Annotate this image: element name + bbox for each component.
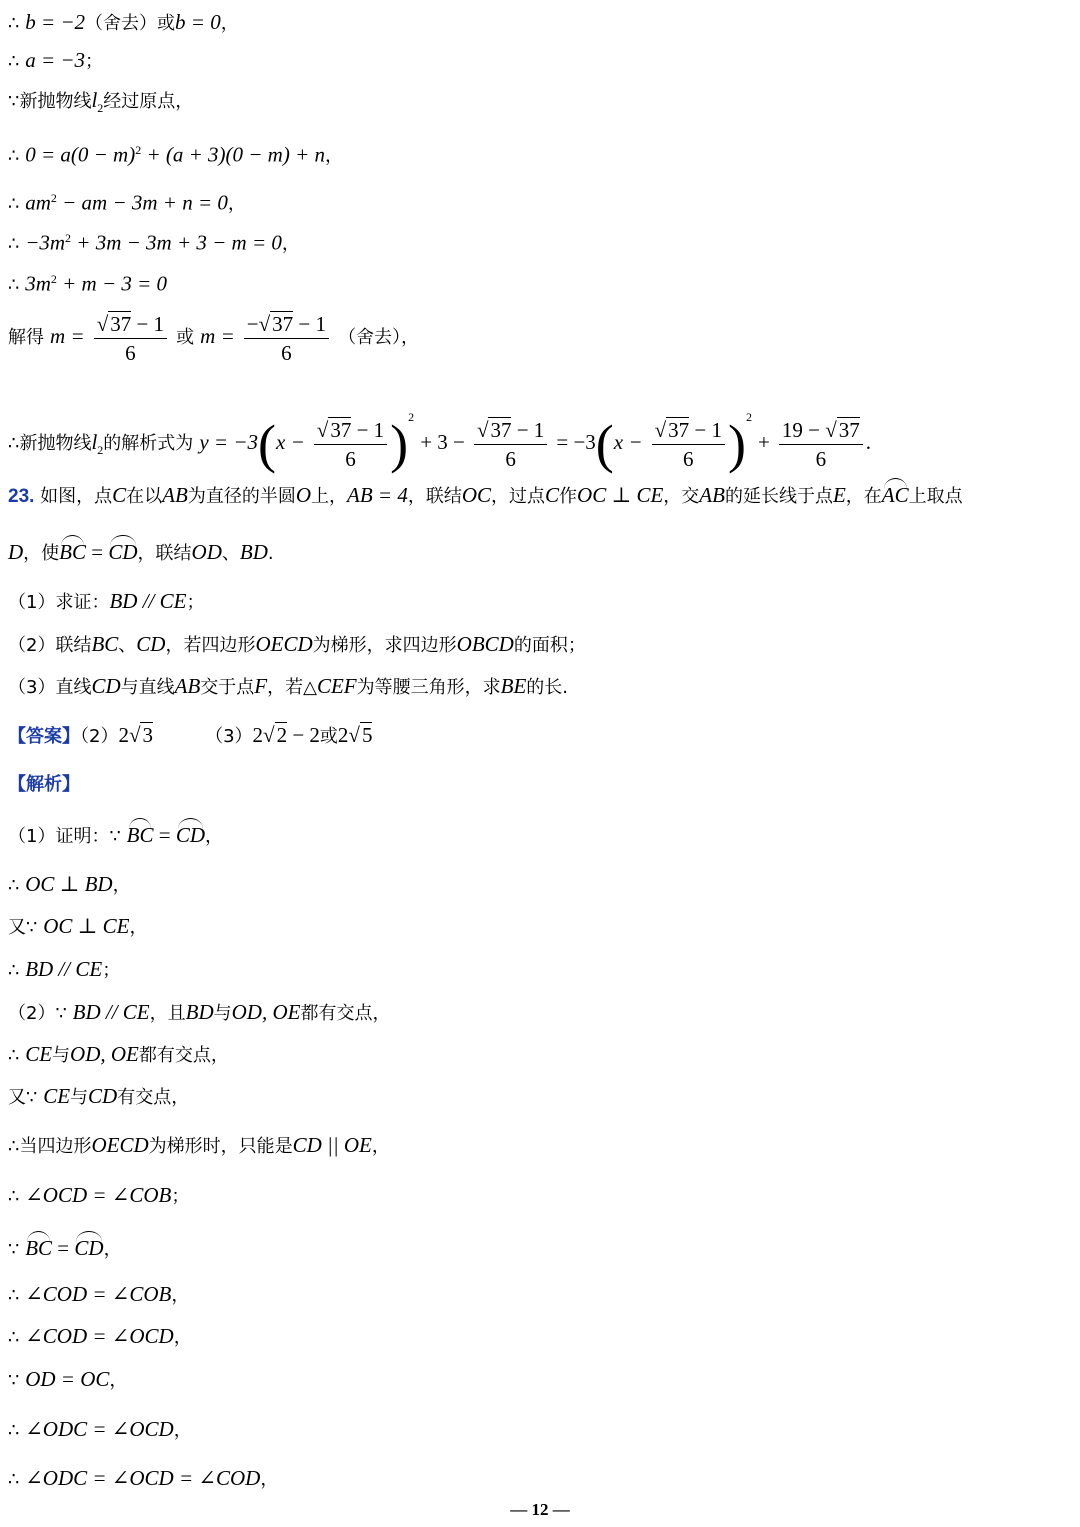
- math-expr: =: [86, 540, 109, 564]
- math-var: l: [91, 88, 98, 112]
- text: ∴: [8, 960, 26, 981]
- punct: ；: [102, 960, 121, 981]
- text: 的面积；: [513, 635, 586, 656]
- analysis-line-8: [8, 1133, 390, 1159]
- arc-expr: BC: [126, 823, 154, 847]
- math-expr: +: [757, 430, 770, 454]
- punct: ，: [325, 145, 344, 167]
- math-expr: + m − 3 = 0: [56, 271, 168, 296]
- paren: ): [727, 414, 746, 474]
- math-expr: x −: [613, 430, 643, 454]
- text: 的延长线于点: [724, 486, 833, 507]
- math-expr: =: [52, 1236, 75, 1260]
- text: 、: [118, 635, 137, 656]
- therefore-symbol: ∴: [8, 145, 26, 167]
- text: ∴: [8, 875, 26, 896]
- denominator: 6: [683, 446, 694, 471]
- math-var: OECD: [255, 632, 313, 656]
- math-expr: = −3: [556, 430, 596, 454]
- solution-line-9: [8, 382, 871, 485]
- text: ∵: [8, 1370, 26, 1391]
- paren: (: [595, 414, 614, 474]
- text: ∴: [8, 1285, 26, 1306]
- math-var: OD, OE: [231, 1000, 301, 1024]
- math-expr: − 1: [351, 417, 385, 442]
- math-var: D: [8, 540, 24, 564]
- math-expr: a = −3: [25, 48, 86, 72]
- denominator: 6: [345, 446, 356, 471]
- sqrt-icon: −√: [246, 311, 271, 336]
- text: （舍去），: [338, 327, 420, 348]
- math-var: AB: [162, 483, 188, 507]
- superscript: 2: [50, 191, 57, 205]
- fraction: [244, 310, 329, 367]
- text: 的长.: [526, 677, 569, 698]
- text: 与: [213, 1003, 232, 1024]
- text: （舍去）或: [85, 13, 176, 34]
- text: 又∵: [8, 1087, 44, 1108]
- math-expr: y = −3: [199, 430, 259, 454]
- therefore-symbol: ∴: [8, 13, 26, 34]
- denominator: 6: [815, 446, 827, 471]
- math-expr: ∠COD = ∠OCD: [25, 1324, 174, 1348]
- math-var: E: [832, 483, 846, 507]
- text: 或: [319, 726, 338, 747]
- text: 或: [176, 327, 195, 348]
- question-number: 23.: [8, 486, 35, 507]
- page-number: — 12 —: [510, 1500, 570, 1519]
- radicand: 2: [276, 723, 288, 747]
- text: 如图，点: [34, 486, 113, 507]
- math-expr: 2√: [337, 723, 360, 747]
- text: ∴新抛物线: [8, 433, 92, 454]
- math-var: BC: [91, 632, 119, 656]
- text: 有交点，: [117, 1087, 190, 1108]
- analysis-tag: 【解析】: [8, 774, 80, 795]
- punct: ，: [281, 233, 300, 255]
- solution-line-4: [8, 138, 343, 168]
- text: 都有交点，: [138, 1045, 229, 1066]
- solution-line-1: [8, 10, 239, 36]
- denominator: 6: [125, 340, 136, 365]
- text: 作: [559, 486, 578, 507]
- punct: ，: [112, 875, 131, 896]
- arc-expr: CD: [74, 1236, 104, 1260]
- math-expr: b = 0: [175, 10, 221, 34]
- text: ，交: [663, 486, 700, 507]
- math-expr: − 1: [293, 311, 327, 336]
- solution-line-6: [8, 226, 300, 256]
- analysis-line-2: [8, 872, 131, 898]
- text: 、: [221, 543, 240, 564]
- question-part-3: [8, 674, 568, 700]
- subscript: 2: [97, 442, 104, 457]
- math-expr: 2√: [118, 723, 141, 747]
- analysis-line-4: [8, 957, 120, 983]
- math-var: O: [295, 483, 311, 507]
- text: 经过原点，: [103, 91, 194, 112]
- radicand: 37: [490, 417, 512, 442]
- punct: ，: [371, 1136, 390, 1157]
- text: ∵: [8, 1239, 26, 1260]
- question-part-2: [8, 632, 586, 658]
- text: ，过点: [491, 486, 546, 507]
- punct: ，: [173, 1327, 192, 1348]
- math-expr: OC ⊥ CE: [43, 914, 130, 938]
- paren: (: [258, 414, 276, 474]
- radicand: 5: [361, 723, 373, 747]
- therefore-symbol: ∴: [8, 193, 26, 215]
- fraction: [474, 416, 547, 473]
- text: 为梯形时，只能是: [148, 1136, 293, 1157]
- math-var: CE: [43, 1084, 71, 1108]
- math-var: CEF: [316, 674, 357, 698]
- sqrt-icon: √: [316, 417, 329, 442]
- therefore-symbol: ∴: [8, 233, 26, 255]
- punct: ，: [173, 1420, 192, 1441]
- text: （1）证明：∵: [8, 826, 127, 847]
- math-var: OC: [461, 483, 492, 507]
- text: ，联结: [407, 486, 462, 507]
- text: 都有交点，: [300, 1003, 391, 1024]
- arc-expr: AC: [881, 483, 909, 507]
- math-var: CE: [25, 1042, 53, 1066]
- question-part-1: [8, 589, 204, 615]
- sqrt-icon: 19 − √: [781, 417, 837, 442]
- math-var: OD, OE: [70, 1042, 139, 1066]
- math-expr: OC ⊥ CE: [577, 483, 664, 507]
- math-expr: b = −2: [25, 10, 86, 34]
- punct: ，: [171, 1285, 190, 1306]
- math-var: AB: [699, 483, 725, 507]
- math-var: OECD: [91, 1133, 149, 1157]
- denominator: 6: [281, 340, 292, 365]
- math-expr: AB = 4: [347, 483, 408, 507]
- paren: ): [390, 414, 409, 474]
- analysis-line-10: [8, 1236, 122, 1262]
- math-expr: 0 = a(0 − m): [25, 142, 136, 167]
- text: 上取点: [908, 486, 963, 507]
- analysis-line-9: [8, 1183, 189, 1209]
- text: 为等腰三角形，求: [356, 677, 501, 698]
- math-expr: =: [153, 823, 176, 847]
- math-expr: 3m: [25, 271, 51, 296]
- analysis-line-6: [8, 1042, 229, 1068]
- text: （1）求证：: [8, 592, 110, 613]
- math-expr: x −: [276, 430, 305, 454]
- superscript: 2: [745, 410, 752, 424]
- math-var: C: [545, 483, 560, 507]
- therefore-symbol: ∴: [8, 274, 26, 296]
- math-expr: ∠COD = ∠COB: [25, 1282, 172, 1306]
- arc-expr: BC: [59, 540, 87, 564]
- math-var: OBCD: [456, 632, 514, 656]
- math-expr: − 1: [511, 417, 545, 442]
- math-expr: m =: [200, 324, 235, 348]
- analysis-line-1: [8, 823, 223, 849]
- text: 为直径的半圆: [187, 486, 296, 507]
- arc-expr: CD: [175, 823, 206, 847]
- text: 交于点: [200, 677, 255, 698]
- math-expr: + 3 −: [420, 430, 465, 454]
- punct: ，: [109, 1370, 128, 1391]
- fraction: [314, 416, 387, 473]
- text: ，且: [149, 1003, 186, 1024]
- math-expr: BD // CE: [25, 957, 103, 981]
- analysis-line-7: [8, 1084, 189, 1110]
- text: ∵新抛物线: [8, 91, 92, 112]
- text: ∴: [8, 1420, 26, 1441]
- fraction: [652, 416, 725, 473]
- punct: ，: [260, 1469, 279, 1490]
- punct: .: [865, 430, 871, 454]
- math-expr: −3m: [25, 230, 66, 255]
- math-expr: + 3m − 3m + 3 − m = 0: [71, 230, 282, 255]
- punct: ，: [220, 13, 239, 34]
- math-expr: OD = OC: [25, 1367, 110, 1391]
- math-expr: − 2: [287, 723, 320, 747]
- math-expr: − 1: [689, 417, 722, 442]
- text: （3）直线: [8, 677, 92, 698]
- analysis-line-15: [8, 1466, 278, 1492]
- subscript: 2: [97, 100, 104, 115]
- text: 在以: [126, 486, 163, 507]
- math-expr: + (a + 3)(0 − m) + n: [141, 142, 326, 167]
- radicand: 37: [838, 417, 860, 442]
- math-var: BD: [185, 1000, 214, 1024]
- text: 的解析式为: [103, 433, 194, 454]
- answer-tag: 【答案】: [8, 726, 80, 747]
- radicand: 3: [142, 723, 153, 747]
- math-expr: BD // CE: [109, 589, 187, 613]
- radicand: 37: [668, 417, 690, 442]
- punct: ；: [186, 592, 205, 613]
- radicand: 37: [330, 417, 352, 442]
- math-expr: − am − 3m + n = 0: [56, 190, 228, 215]
- math-var: C: [112, 483, 127, 507]
- text: （2）∵: [8, 1003, 73, 1024]
- text: （3）: [205, 726, 253, 747]
- superscript: 2: [135, 143, 142, 157]
- math-var: CD: [88, 1084, 118, 1108]
- arc-expr: CD: [108, 540, 138, 564]
- math-expr: OC ⊥ BD: [25, 872, 113, 896]
- solution-line-5: [8, 186, 246, 216]
- math-var: BD: [239, 540, 268, 564]
- text: ，使: [23, 543, 60, 564]
- text: ，若四边形: [165, 635, 256, 656]
- text: 为梯形，求四边形: [312, 635, 457, 656]
- therefore-symbol: ∴: [8, 51, 26, 72]
- math-expr: ∠ODC = ∠OCD = ∠COD: [25, 1466, 261, 1490]
- math-expr: CD || OE: [292, 1133, 372, 1157]
- text: （2）: [80, 726, 119, 747]
- text: ∴: [8, 1045, 26, 1066]
- text: ∴当四边形: [8, 1136, 92, 1157]
- punct: ，: [103, 1239, 122, 1260]
- solution-line-3: [8, 88, 193, 120]
- math-var: AB: [174, 674, 201, 698]
- punct: ，: [227, 193, 246, 215]
- text: 上，: [311, 486, 347, 507]
- text: 又∵: [8, 917, 44, 938]
- math-expr: ∠OCD = ∠COB: [25, 1183, 172, 1207]
- solution-line-2: [8, 48, 103, 74]
- sqrt-icon: √: [654, 417, 667, 442]
- analysis-tag-line: [8, 772, 80, 797]
- math-var: l: [91, 430, 98, 454]
- analysis-line-12: [8, 1324, 192, 1350]
- text: ∴: [8, 1469, 26, 1490]
- math-expr: 2√: [252, 723, 275, 747]
- math-var: CD: [91, 674, 121, 698]
- text: ∴: [8, 1186, 26, 1207]
- text: ∴: [8, 1327, 26, 1348]
- punct: ；: [171, 1186, 190, 1207]
- analysis-line-13: [8, 1367, 127, 1393]
- text: 解得: [8, 327, 44, 348]
- sqrt-icon: √: [476, 417, 489, 442]
- analysis-line-14: [8, 1417, 192, 1443]
- denominator: 6: [505, 446, 516, 471]
- math-expr: m =: [50, 324, 85, 348]
- radicand: 37: [272, 311, 294, 336]
- solution-line-8: [8, 306, 419, 368]
- math-var: F: [254, 674, 268, 698]
- solution-line-7: [8, 267, 167, 297]
- analysis-line-5: [8, 1000, 390, 1026]
- punct: ；: [85, 51, 104, 72]
- text: ，在: [845, 486, 882, 507]
- punct: ，: [129, 917, 148, 938]
- math-var: BE: [500, 674, 527, 698]
- text: （2）联结: [8, 635, 92, 656]
- text: ，联结: [137, 543, 192, 564]
- sqrt-icon: √: [96, 311, 109, 336]
- math-expr: − 1: [131, 311, 165, 336]
- math-expr: am: [25, 190, 51, 215]
- text: ，若△: [267, 677, 317, 698]
- question-23-line-2: [8, 540, 274, 566]
- fraction: [94, 310, 167, 367]
- analysis-line-3: [8, 914, 147, 940]
- fraction: [779, 416, 863, 473]
- analysis-line-11: [8, 1282, 189, 1308]
- text: 与直线: [120, 677, 175, 698]
- text: 与: [70, 1087, 89, 1108]
- math-expr: BD // CE: [72, 1000, 150, 1024]
- question-23-line-1: [8, 483, 963, 509]
- math-var: CD: [136, 632, 166, 656]
- punct: .: [267, 543, 274, 564]
- answer-line: [8, 723, 372, 749]
- radicand: 37: [110, 311, 132, 336]
- text: 与: [52, 1045, 71, 1066]
- math-var: OD: [191, 540, 222, 564]
- superscript: 2: [408, 410, 415, 424]
- superscript: 2: [50, 272, 57, 286]
- arc-expr: BC: [25, 1236, 53, 1260]
- punct: ，: [205, 826, 224, 847]
- math-expr: ∠ODC = ∠OCD: [25, 1417, 174, 1441]
- superscript: 2: [65, 231, 72, 245]
